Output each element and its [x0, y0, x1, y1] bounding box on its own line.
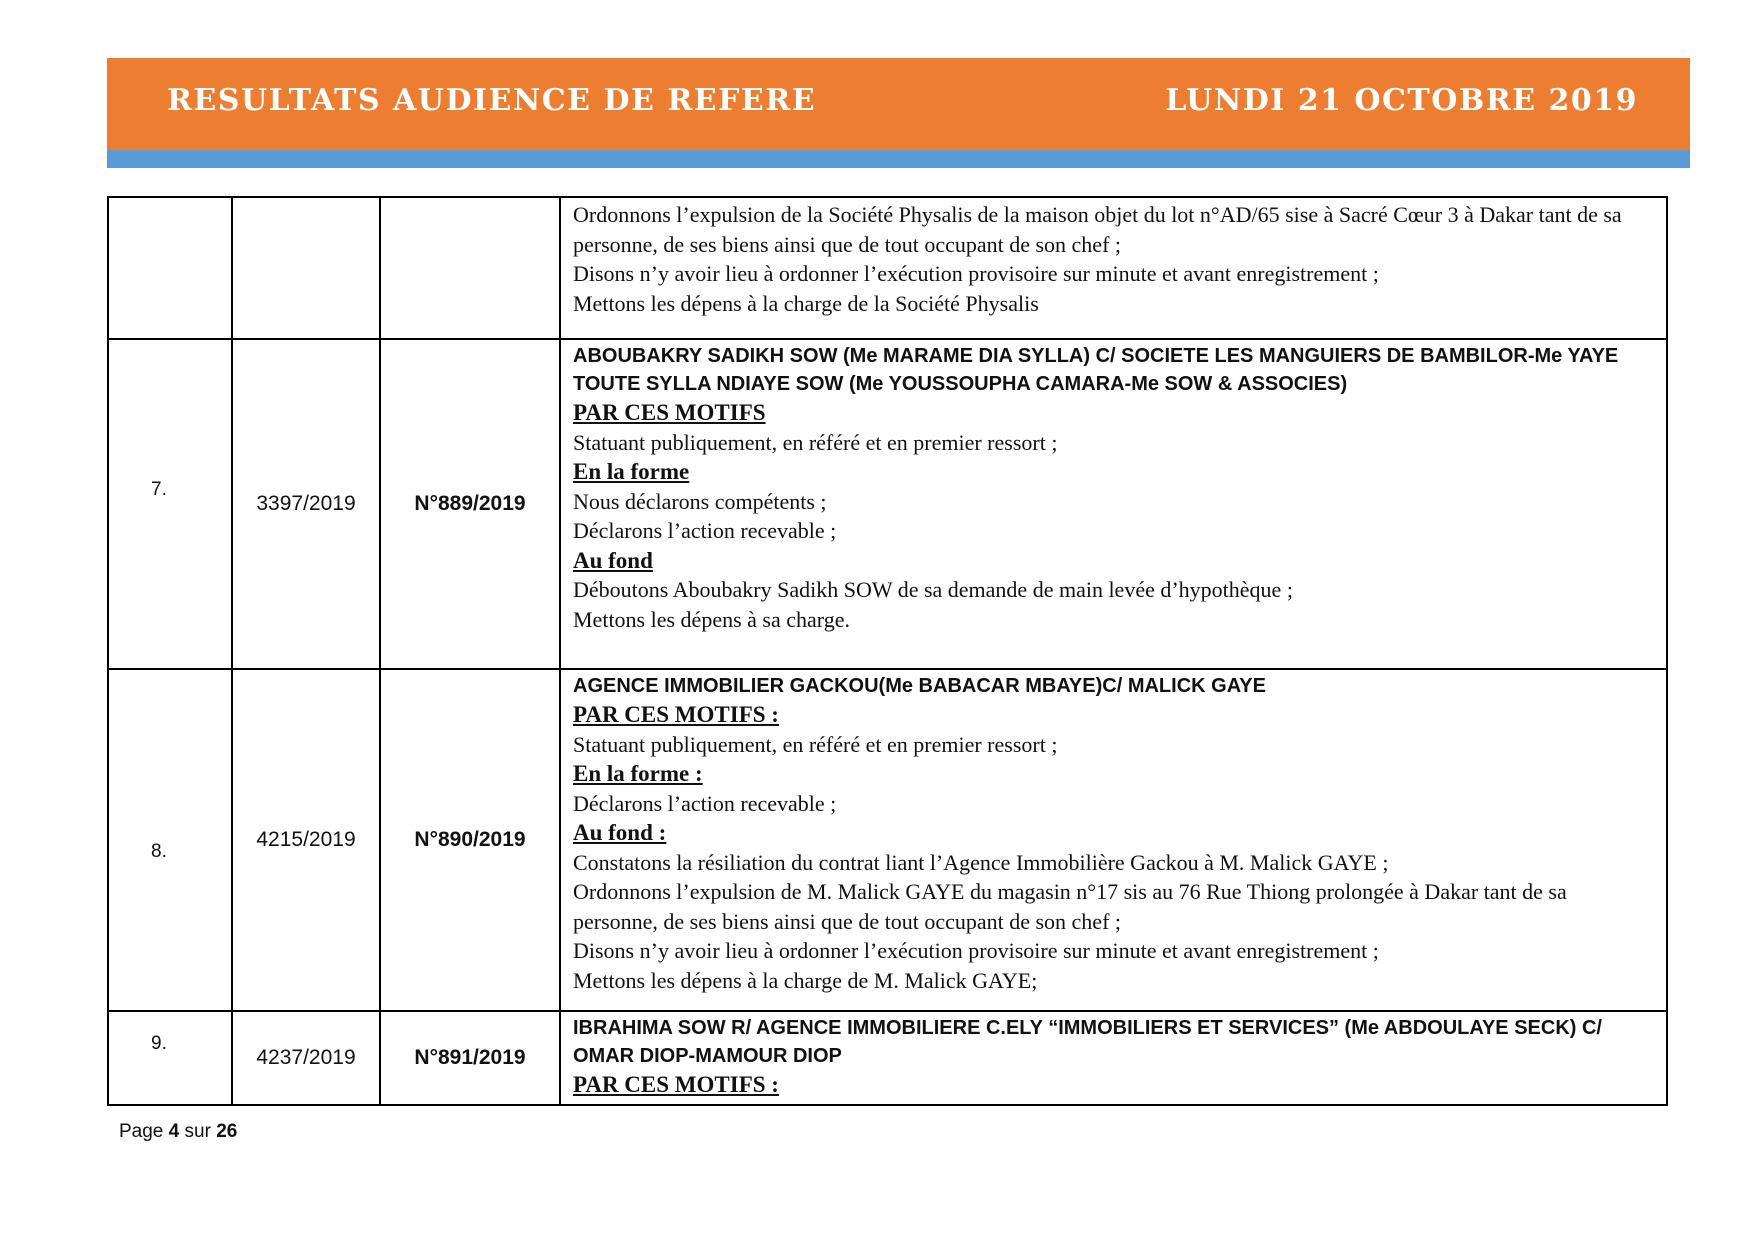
decision-line: Déboutons Aboubakry Sadikh SOW de sa demande de main levée d’hypothèque ;: [573, 577, 1293, 602]
decision-text-cell: [560, 339, 1667, 669]
case-number-cell: [108, 197, 232, 339]
results-table: [107, 196, 1668, 1106]
rg-number-cell: [232, 197, 380, 339]
page-footer: [119, 1121, 237, 1143]
footer-prefix: Page: [119, 1121, 164, 1142]
case-number: 7.: [151, 479, 167, 500]
decision-text-cell: [560, 1011, 1667, 1105]
header-bar: [107, 58, 1690, 150]
decision-line: Disons n’y avoir lieu à ordonner l’exécution provisoire sur minute et avant enregistrement ;: [573, 938, 1379, 963]
parties-line: ABOUBAKRY SADIKH SOW (Me MARAME DIA SYLLA) C/ SOCIETE LES MANGUIERS DE BAMBILOR-Me YAYE TOUTE SYLLA NDIAYE SOW (Me YOUSSOUPHA CAMARA-Me SOW & ASSOCIES): [573, 345, 1619, 395]
header-stripe: [107, 150, 1690, 168]
decision-number-cell: N°890/2019: [380, 669, 560, 1011]
decision-number-cell: N°889/2019: [380, 339, 560, 669]
rg-number-cell: 3397/2019: [232, 339, 380, 669]
motifs-heading: PAR CES MOTIFS: [573, 400, 766, 425]
rg-number-cell: 4215/2019: [232, 669, 380, 1011]
case-number: 9.: [151, 1032, 167, 1054]
page-title: RESULTATS AUDIENCE DE REFERE: [167, 83, 817, 118]
table-row: [108, 669, 1667, 1011]
decision-line: Statuant publiquement, en référé et en premier ressort ;: [573, 731, 1058, 757]
decision-text-cell: [560, 669, 1667, 1011]
footer-middle: sur: [184, 1121, 211, 1142]
motifs-heading: PAR CES MOTIFS :: [573, 1072, 779, 1097]
table-row: [108, 339, 1667, 669]
table-row: [108, 1011, 1667, 1105]
decision-line: Nous déclarons compétents ;: [573, 488, 827, 514]
case-number-cell: [108, 669, 232, 1011]
forme-heading: En la forme: [573, 459, 690, 484]
decision-line: Ordonnons l’expulsion de M. Malick GAYE du magasin n°17 sis au 76 Rue Thiong prolongée à Dakar tant de sa personne, de ses biens ainsi que de tout occupant de son chef ;: [573, 879, 1567, 934]
case-number: 8.: [151, 841, 167, 862]
case-number-cell: [108, 339, 232, 669]
decision-line: Statuant publiquement, en référé et en premier ressort ;: [573, 429, 1058, 455]
decision-line: Déclarons l’action recevable ;: [573, 790, 837, 816]
forme-heading: En la forme :: [573, 761, 703, 786]
motifs-heading: PAR CES MOTIFS :: [573, 702, 779, 727]
decision-line: Mettons les dépens à sa charge.: [573, 606, 850, 632]
current-page: 4: [168, 1121, 180, 1142]
total-pages: 26: [216, 1121, 238, 1142]
decision-text-cell: [560, 197, 1667, 339]
rg-number-cell: 4237/2019: [232, 1011, 380, 1105]
decision-line: Ordonnons l’expulsion de la Société Physalis de la maison objet du lot n°AD/65 sise à Sacré Cœur 3 à Dakar tant de sa personne, de ses biens ainsi que de tout occupant de son chef ;: [573, 202, 1622, 257]
parties-line: AGENCE IMMOBILIER GACKOU(Me BABACAR MBAYE)C/ MALICK GAYE: [573, 675, 1266, 697]
decision-number-cell: [380, 197, 560, 339]
decision-line: Déclarons l’action recevable ;: [573, 518, 837, 543]
table-row: [108, 197, 1667, 339]
decision-line: Constatons la résiliation du contrat liant l’Agence Immobilière Gackou à M. Malick GAYE ;: [573, 849, 1389, 875]
decision-line: Mettons les dépens à la charge de M. Malick GAYE;: [573, 967, 1038, 993]
case-number-cell: [108, 1011, 232, 1105]
hearing-date: LUNDI 21 OCTOBRE 2019: [1165, 83, 1638, 118]
fond-heading: Au fond :: [573, 820, 667, 845]
decision-number-cell: N°891/2019: [380, 1011, 560, 1105]
decision-line: Mettons les dépens à la charge de la Société Physalis: [573, 290, 1039, 316]
decision-line: Disons n’y avoir lieu à ordonner l’exécution provisoire sur minute et avant enregistrement ;: [573, 261, 1379, 286]
fond-heading: Au fond: [573, 547, 653, 573]
parties-line: IBRAHIMA SOW R/ AGENCE IMMOBILIERE C.ELY “IMMOBILIERS ET SERVICES” (Me ABDOULAYE SECK) C/ OMAR DIOP-MAMOUR DIOP: [573, 1017, 1602, 1067]
